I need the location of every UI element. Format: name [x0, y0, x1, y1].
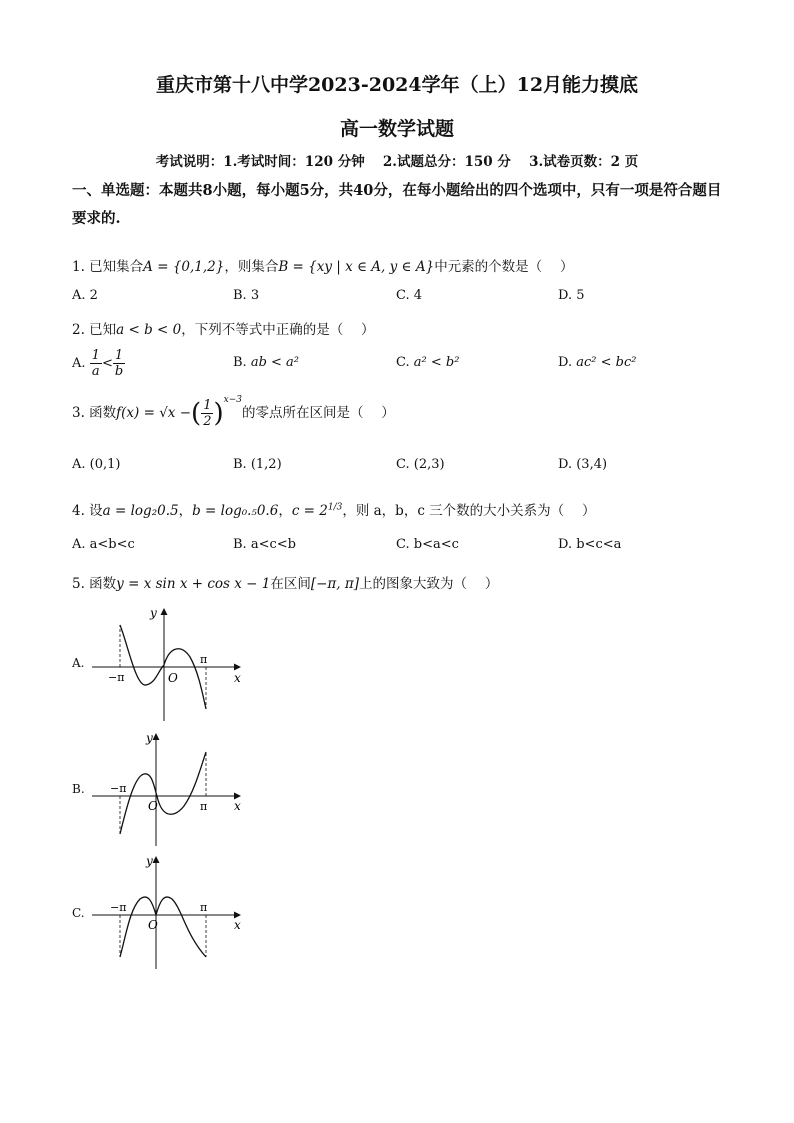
q5-prefix: 5. 函数 [72, 576, 117, 592]
graph-b-origin: O [148, 799, 158, 813]
graph-a-origin: O [168, 671, 178, 685]
graph-a-neg-pi: −π [108, 671, 125, 684]
q5-option-b-label[interactable]: B. [72, 782, 85, 796]
question-2 [72, 318, 375, 338]
q5-graph-a[interactable] [90, 605, 250, 723]
graph-b-y-label: y [146, 731, 153, 745]
graph-b-x-label: x [234, 799, 241, 813]
q1-middle: ，则集合 [224, 259, 279, 275]
q1-option-d[interactable]: D. 5 [558, 288, 585, 303]
exam-title: 重庆市第十八中学2023-2024学年（上）12月能力摸底 [155, 74, 639, 96]
q2-option-d[interactable]: D. ac² < bc² [558, 355, 637, 370]
question-4: 4. 设a = log₂0.5，b = log₀.₅0.6，$c = 2^{1/3}$，则 a，b，c 三个数的大小关系为（ ） [72, 502, 596, 519]
graph-c-neg-pi: −π [110, 901, 127, 914]
q2-option-b[interactable]: B. ab < a² [233, 355, 300, 370]
q2-option-a[interactable]: A. $\frac{1}{a}$ < $\frac{1}{b}$ [72, 348, 124, 379]
section-heading: 一、单选题：本题共8小题，每小题5分，共40分，在每小题给出的四个选项中，只有一项是符合题目要求的. [72, 182, 722, 227]
q3-option-c[interactable]: C. (2,3) [396, 457, 445, 472]
graph-a-pi: π [200, 653, 208, 666]
q5-option-a-label[interactable]: A. [72, 656, 85, 670]
q5-function: y = x sin x + cos x − 1 [116, 576, 271, 592]
question-3: 3. 函数f(x) = √x −( $\frac{1}{2}$ )$^{x-3}$的零点所在区间是（ ） [72, 394, 395, 429]
q4-option-a[interactable]: A. a<b<c [72, 537, 135, 552]
q4-c-def: c = 2 [291, 503, 328, 519]
q1-option-a[interactable]: A. 2 [72, 288, 98, 303]
exam-instructions: 考试说明：1.考试时间：120 分钟 2.试题总分：150 分 3.试卷页数：2 页 [155, 154, 639, 170]
q2-condition: a < b < 0 [116, 322, 182, 338]
graph-b-neg-pi: −π [110, 782, 127, 795]
q1-set-a: A = {0,1,2} [143, 259, 225, 275]
q3-suffix: 的零点所在区间是（ ） [241, 405, 395, 421]
q4-option-d[interactable]: D. b<c<a [558, 537, 622, 552]
q3-prefix: 3. 函数 [72, 405, 117, 421]
q4-b-def: b = log₀.₅0.6 [192, 503, 279, 519]
q4-suffix: ，则 a，b，c 三个数的大小关系为（ ） [342, 503, 596, 519]
q3-option-a[interactable]: A. (0,1) [72, 457, 121, 472]
q1-option-c[interactable]: C. 4 [396, 288, 423, 303]
q1-option-b[interactable]: B. 3 [233, 288, 260, 303]
q2-suffix: ，下列不等式中正确的是（ ） [181, 322, 375, 338]
q3-option-b[interactable]: B. (1,2) [233, 457, 282, 472]
q5-interval: [−π, π] [310, 576, 360, 592]
q3-function: f(x) = √x − [116, 405, 192, 421]
graph-c-x-label: x [234, 918, 241, 932]
q2-option-c[interactable]: C. a² < b² [396, 355, 460, 370]
q4-option-c[interactable]: C. b<a<c [396, 537, 459, 552]
q1-set-b: B = {xy | x ∈ A, y ∈ A} [278, 259, 435, 275]
q5-graph-b[interactable] [90, 730, 250, 848]
graph-c-pi: π [200, 901, 208, 914]
q1-prefix: 1. 已知集合 [72, 259, 144, 275]
question-5: 5. 函数y = x sin x + cos x − 1在区间[−π, π]上的图象大致为（ ） [72, 576, 499, 592]
graph-b-pi: π [200, 800, 208, 813]
graph-a-x-label: x [234, 671, 241, 685]
q1-suffix: 中元素的个数是（ ） [434, 259, 574, 275]
q3-exponent: x−3 [223, 394, 242, 405]
q5-option-c-label[interactable]: C. [72, 906, 85, 920]
graph-c-y-label: y [146, 854, 153, 868]
exam-subtitle: 高一数学试题 [339, 118, 454, 140]
graph-a-y-label: y [150, 606, 157, 620]
q4-a-def: a = log₂0.5 [102, 503, 179, 519]
graph-c-origin: O [148, 918, 158, 932]
q4-option-b[interactable]: B. a<c<b [233, 537, 296, 552]
question-1 [72, 255, 573, 275]
q5-graph-c[interactable] [90, 853, 250, 971]
q2-prefix: 2. 已知 [72, 322, 117, 338]
q4-c-exponent: 1/3 [327, 502, 343, 513]
q4-prefix: 4. 设 [72, 503, 103, 519]
q3-option-d[interactable]: D. (3,4) [558, 457, 608, 472]
